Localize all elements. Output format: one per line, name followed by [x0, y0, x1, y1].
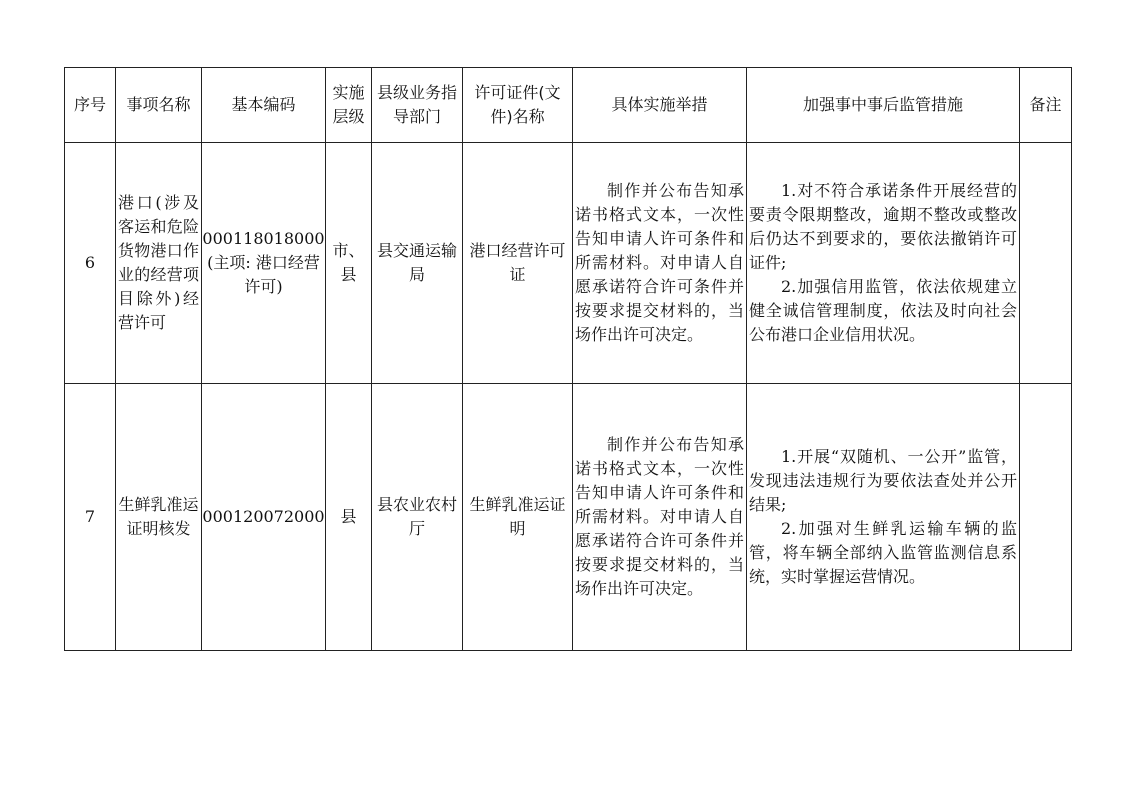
- permit-reform-table: [64, 67, 1072, 651]
- row-supervision: [747, 143, 1020, 384]
- row-seq: 6: [65, 143, 116, 384]
- header-dept: 县级业务指导部门: [372, 68, 463, 143]
- header-row: [65, 68, 1072, 143]
- row-code-note: (主项: 港口经营许可): [207, 253, 320, 296]
- row-level: 县: [326, 384, 372, 651]
- header-remarks: 备注: [1020, 68, 1072, 143]
- header-item-name: 事项名称: [116, 68, 202, 143]
- row-dept: 县农业农村厅: [372, 384, 463, 651]
- supervision-item-2: 2.加强对生鲜乳运输车辆的监管，将车辆全部纳入监管监测信息系统，实时掌握运营情况。: [749, 519, 1017, 586]
- row-remarks: [1020, 143, 1072, 384]
- header-measures: 具体实施举措: [573, 68, 747, 143]
- row-item-name: 生鲜乳准运证明核发: [116, 384, 202, 651]
- row-measures: 制作并公布告知承诺书格式文本，一次性告知申请人许可条件和所需材料。对申请人自愿承诺符合许可条件并按要求提交材料的，当场作出许可决定。: [573, 384, 747, 651]
- row-code-cell: [202, 143, 326, 384]
- header-supervision: 加强事中事后监管措施: [747, 68, 1020, 143]
- table-row: [65, 143, 1072, 384]
- supervision-item-2: 2.加强信用监管，依法依规建立健全诚信管理制度，依法及时向社会公布港口企业信用状况。: [749, 277, 1017, 344]
- row-seq: 7: [65, 384, 116, 651]
- row-code: 000120072000: [202, 507, 325, 526]
- header-license: 许可证件(文件)名称: [463, 68, 573, 143]
- row-code-cell: [202, 384, 326, 651]
- row-dept: 县交通运输局: [372, 143, 463, 384]
- header-seq: 序号: [65, 68, 116, 143]
- row-license: 港口经营许可证: [463, 143, 573, 384]
- row-supervision: [747, 384, 1020, 651]
- row-code: 000118018000: [202, 229, 325, 248]
- header-code: 基本编码: [202, 68, 326, 143]
- table-row: [65, 384, 1072, 651]
- supervision-item-1: 1.对不符合承诺条件开展经营的要责令限期整改，逾期不整改或整改后仍达不到要求的，要依法撤销许可证件;: [749, 181, 1017, 272]
- row-license: 生鲜乳准运证明: [463, 384, 573, 651]
- row-remarks: [1020, 384, 1072, 651]
- row-item-name: 港口(涉及客运和危险货物港口作业的经营项目除外)经营许可: [116, 143, 202, 384]
- row-level: 市、县: [326, 143, 372, 384]
- header-level: 实施层级: [326, 68, 372, 143]
- supervision-item-1: 1.开展“双随机、一公开”监管，发现违法违规行为要依法查处并公开结果;: [749, 447, 1017, 514]
- row-measures: 制作并公布告知承诺书格式文本，一次性告知申请人许可条件和所需材料。对申请人自愿承诺符合许可条件并按要求提交材料的，当场作出许可决定。: [573, 143, 747, 384]
